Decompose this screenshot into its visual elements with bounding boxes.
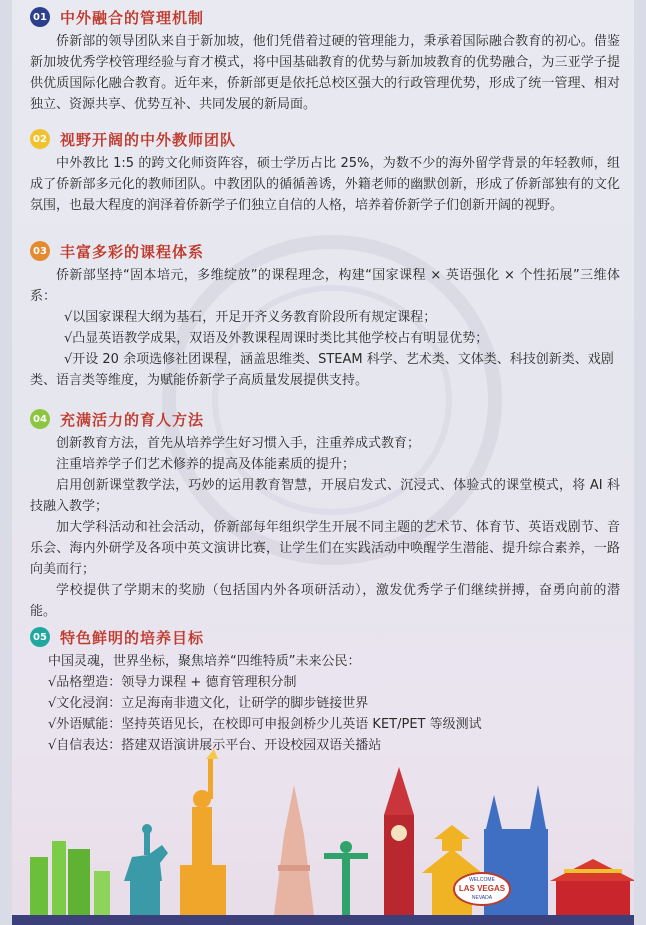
- section-title: 视野开阔的中外教师团队: [60, 130, 237, 149]
- goal-item: √文化浸润：立足海南非遗文化，让研学的脚步链接世界: [48, 696, 369, 711]
- section-curriculum: [30, 240, 620, 391]
- section-number-badge: 01: [30, 7, 50, 27]
- tiananmen-gate: [550, 859, 634, 915]
- world-landmarks-skyline: [12, 745, 634, 925]
- ground-band: [12, 915, 634, 925]
- section-header: [30, 240, 620, 262]
- section-number-badge: 02: [30, 129, 50, 149]
- equestrian-statue: [124, 824, 168, 915]
- section-paragraph: 注重培养学子们艺术修养的提高及体能素质的提升；: [56, 457, 356, 472]
- section-header: [30, 128, 620, 150]
- section-paragraph: 中外教比 1:5 的跨文化师资阵容，硕士学历占比 25%，为数不少的海外留学背景的年轻教师，组成了侨新部多元化的教师团队。中教团队的循循善诱，外籍老师的幽默创新，形成了侨新部独有的文化氛围，也最大程度的润泽着侨新学子们独立自信的人格，培养着侨新学子们创新开阔的视野。: [30, 156, 620, 213]
- section-header: [30, 6, 620, 28]
- section-paragraph: 学校提供了学期末的奖励（包括国内外各项研活动），激发优秀学子们继续拼搏，奋勇向前的潜能。: [30, 583, 620, 619]
- section-number-badge: 05: [30, 627, 50, 647]
- statue-of-liberty: [180, 749, 226, 915]
- goal-item: √品格塑造：领导力课程 + 德育管理积分制: [48, 675, 297, 690]
- section-header: [30, 408, 620, 430]
- section-paragraph: 启用创新课堂教学法，巧妙的运用教育智慧，开展启发式、沉浸式、体验式的课堂模式，将 AI 科技融入教学；: [30, 478, 620, 514]
- section-header: [30, 626, 620, 648]
- curriculum-point: √凸显英语教学成果，双语及外教课程周课时类比其他学校占有明显优势；: [64, 331, 489, 346]
- section-title: 充满活力的育人方法: [60, 410, 205, 429]
- sign-nevada-text: NEVADA: [471, 895, 493, 901]
- sign-las-vegas-text: LAS VEGAS: [458, 884, 506, 893]
- section-paragraph: 创新教育方法，首先从培养学生好习惯入手，注重养成式教育；: [56, 436, 421, 451]
- curriculum-point: √以国家课程大纲为基石，开足开齐义务教育阶段所有规定课程；: [64, 310, 437, 325]
- section-paragraph: 侨新部坚持“固本培元，多维绽放”的课程理念，构建“国家课程 × 英语强化 × 个性拓展”三维体系：: [30, 268, 620, 304]
- section-title: 丰富多彩的课程体系: [60, 242, 205, 261]
- section-methods: [30, 408, 620, 622]
- section-management: [30, 6, 620, 115]
- section-paragraph: 加大学科活动和社会活动，侨新部每年组织学生开展不同主题的艺术节、体育节、英语戏剧节、音乐会、海内外研学及各项中英文演讲比赛，让学生们在实践活动中唤醒学生潜能、提升综合素养，一路向美而行；: [30, 520, 620, 577]
- big-ben-tower: [384, 767, 414, 915]
- goal-item: √自信表达：搭建双语演讲展示平台、开设校园双语关播站: [48, 738, 382, 753]
- green-buildings: [30, 841, 110, 915]
- goal-item: √外语赋能：坚持英语见长，在校即可申报剑桥少儿英语 KET/PET 等级测试: [48, 717, 482, 732]
- brochure-page: [12, 0, 634, 925]
- section-title: 特色鲜明的培养目标: [60, 628, 205, 647]
- goals-intro: 中国灵魂，世界坐标，聚焦培养“四维特质”未来公民：: [48, 654, 361, 669]
- curriculum-point: √开设 20 余项选修社团课程，涵盖思维类、STEAM 科学、艺术类、文体类、科技创新类、戏剧类、语言类等维度，为赋能侨新学子高质量发展提供支持。: [30, 352, 614, 388]
- tower-landmark: [274, 785, 314, 915]
- section-number-badge: 04: [30, 409, 50, 429]
- section-title: 中外融合的管理机制: [60, 8, 205, 27]
- section-paragraph: 侨新部的领导团队来自于新加坡，他们凭借着过硬的管理能力，秉承着国际融合教育的初心。借鉴新加坡优秀学校管理经验与育才模式，将中国基础教育的优势与新加坡教育的优势融合，为三亚学子提供优质国际化融合教育。近年来，侨新部更是依托总校区强大的行政管理优势，形成了统一管理、相对独立、资源共享、优势互补、共同发展的新局面。: [30, 34, 620, 112]
- sign-welcome-text: WELCOME: [469, 877, 495, 883]
- christ-statue: [324, 841, 368, 915]
- section-teachers: [30, 128, 620, 216]
- section-number-badge: 03: [30, 241, 50, 261]
- section-goals: [30, 626, 620, 756]
- las-vegas-sign: [454, 873, 510, 905]
